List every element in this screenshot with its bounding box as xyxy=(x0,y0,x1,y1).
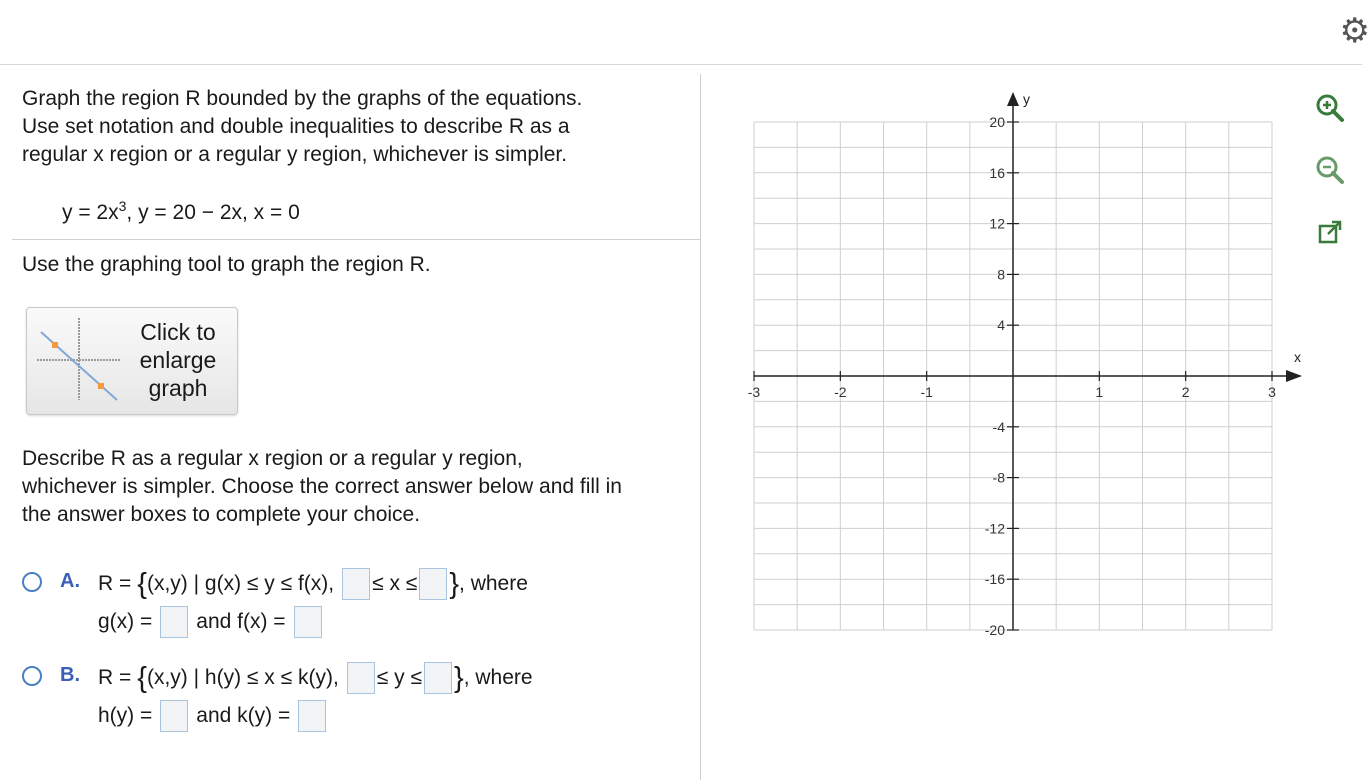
enlarge-label: Click to enlarge graph xyxy=(139,319,217,401)
describe-line-1: Describe R as a regular x region or a regular y region, xyxy=(22,447,523,470)
enlarge-graph-button[interactable] xyxy=(26,307,238,415)
zoom-in-icon[interactable] xyxy=(1310,88,1350,128)
f-input[interactable] xyxy=(294,606,322,638)
brace-close: } xyxy=(449,568,460,600)
y-axis-arrow xyxy=(1007,92,1019,106)
h-input[interactable] xyxy=(160,700,188,732)
equation-exponent: 3 xyxy=(118,198,127,214)
x-tick-label: -3 xyxy=(747,384,761,400)
x-tick-label: 3 xyxy=(1268,384,1276,400)
y-tick-label: -16 xyxy=(984,571,1005,588)
instruction-line-1: Graph the region R bounded by the graphs of the equations. xyxy=(22,87,583,110)
f-label: and f(x) = xyxy=(196,610,286,633)
option-a-radio[interactable] xyxy=(22,572,42,592)
k-input[interactable] xyxy=(298,700,326,732)
y-tick-label: -8 xyxy=(992,469,1005,486)
g-label: g(x) = xyxy=(98,610,153,633)
graph-area[interactable] xyxy=(740,84,1310,659)
describe-line-3: the answer boxes to complete your choice. xyxy=(22,503,421,526)
gear-icon[interactable]: ⚙ xyxy=(1339,12,1370,50)
instruction-line-2: Use set notation and double inequalities to describe R as a xyxy=(22,115,570,138)
zoom-out-icon[interactable] xyxy=(1310,150,1350,190)
y-axis-label: y xyxy=(1023,91,1030,107)
where-text: , where xyxy=(463,666,533,689)
option-b-set-line xyxy=(98,662,533,694)
option-b-radio[interactable] xyxy=(22,666,42,686)
set-body: (x,y) | g(x) ≤ y ≤ f(x), xyxy=(146,572,335,595)
y-tick-label: 16 xyxy=(989,164,1005,181)
brace-close: } xyxy=(454,662,464,694)
option-a-set-line xyxy=(98,568,528,600)
describe-line-2: whichever is simpler. Choose the correct answer below and fill in xyxy=(22,475,622,498)
instruction-line-3: regular x region or a regular y region, whichever is simpler. xyxy=(22,143,568,166)
brace-open: { xyxy=(137,662,147,694)
y-tick-label: -4 xyxy=(992,418,1005,435)
y-tick-label: 4 xyxy=(997,317,1005,334)
h-label: h(y) = xyxy=(98,704,153,727)
equations xyxy=(62,198,300,225)
option-b-letter: B. xyxy=(60,664,80,686)
x-axis-arrow xyxy=(1286,370,1302,382)
where-text: , where xyxy=(459,572,528,595)
question-panel xyxy=(0,74,700,780)
x-tick-label: -2 xyxy=(834,384,847,400)
popout-icon[interactable] xyxy=(1310,212,1350,252)
x-axis-label: x xyxy=(1294,349,1301,365)
y-tick-label: -20 xyxy=(984,622,1005,638)
x-tick-label: 1 xyxy=(1095,384,1104,400)
y-tick-label: 8 xyxy=(997,266,1005,283)
top-bar xyxy=(0,0,1370,65)
coordinate-grid-chart[interactable] xyxy=(740,84,1310,654)
set-inequality: ≤ x ≤ xyxy=(372,572,418,595)
option-a-lower-bound-input[interactable] xyxy=(342,568,370,600)
y-tick-label: -12 xyxy=(984,520,1005,537)
option-a-upper-bound-input[interactable] xyxy=(419,568,447,600)
option-a-function-line xyxy=(98,606,324,638)
option-b-upper-bound-input[interactable] xyxy=(424,662,452,694)
option-b-function-line xyxy=(98,700,328,732)
x-tick-label: 2 xyxy=(1181,384,1190,400)
graph-prompt: Use the graphing tool to graph the region R. xyxy=(22,253,431,276)
g-input[interactable] xyxy=(160,606,188,638)
mini-graph-icon xyxy=(35,314,123,404)
section-divider xyxy=(12,239,700,240)
x-tick-label: -1 xyxy=(920,384,933,400)
option-a-letter: A. xyxy=(60,570,80,592)
set-start: R = xyxy=(98,666,132,689)
equation-rest: , y = 20 − 2x, x = 0 xyxy=(126,201,300,224)
set-body: (x,y) | h(y) ≤ x ≤ k(y), xyxy=(146,666,339,689)
equation-cubic: y = 2x xyxy=(62,201,119,224)
y-tick-label: 20 xyxy=(989,114,1005,130)
set-start: R = xyxy=(98,572,132,595)
y-tick-label: 12 xyxy=(989,215,1005,232)
brace-open: { xyxy=(137,568,147,600)
k-label: and k(y) = xyxy=(196,704,291,727)
panel-divider xyxy=(700,74,701,780)
set-inequality: ≤ y ≤ xyxy=(376,666,423,689)
option-b-lower-bound-input[interactable] xyxy=(347,662,375,694)
